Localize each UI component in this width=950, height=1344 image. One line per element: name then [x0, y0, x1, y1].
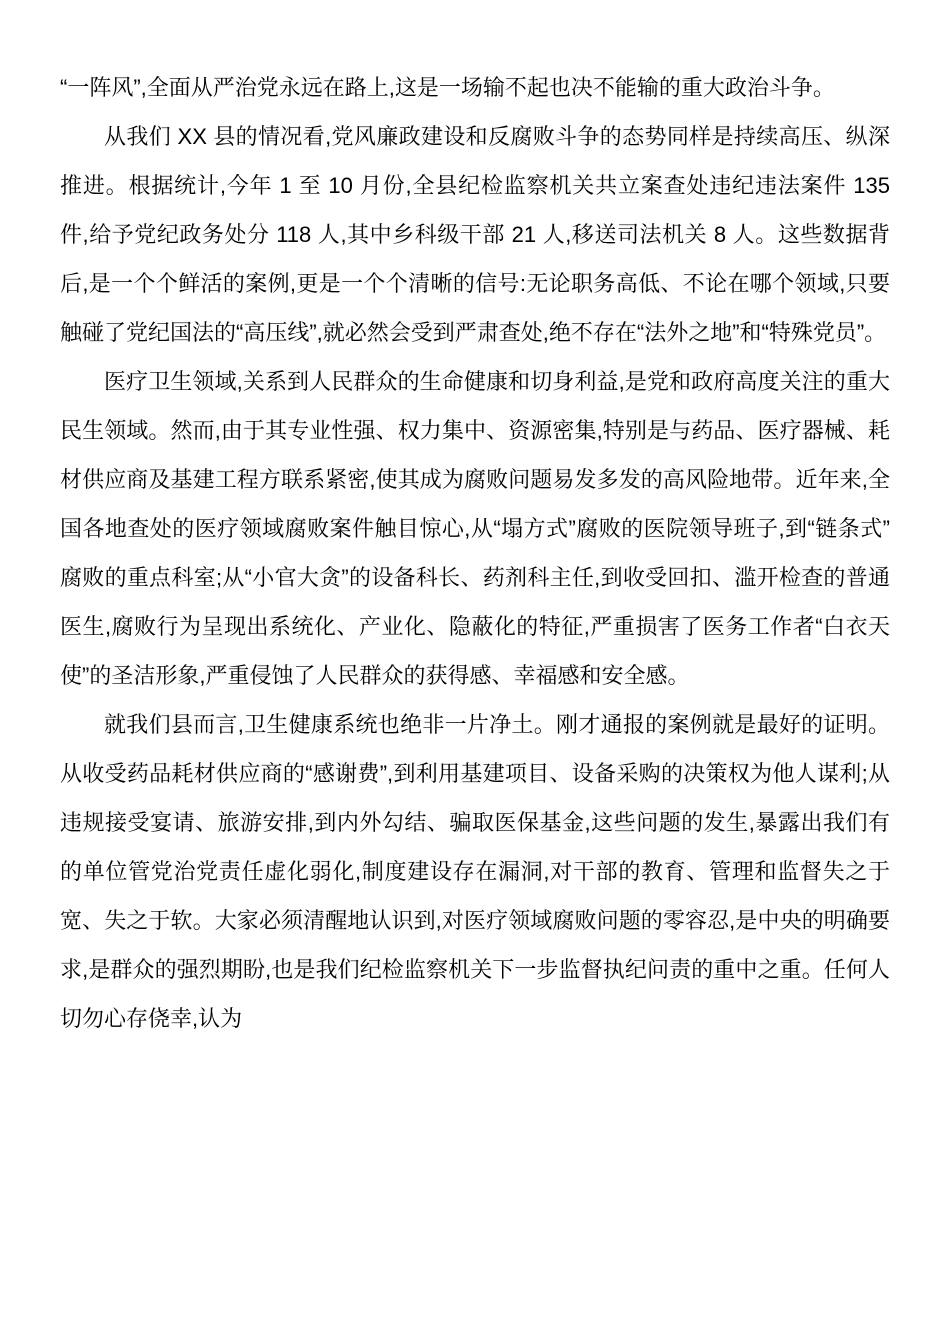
paragraph-county-statistics: 从我们 XX 县的情况看,党风廉政建设和反腐败斗争的态势同样是持续高压、纵深推进。根据统计,今年 1 至 10 月份,全县纪检监察机关共立案查处违纪违法案件 135 件,给予党纪政务处分 118 人,其中乡科级干部 21 人,移送司法机关 8 人。这些数据背后,是一个个鲜活的案例,更是一个个清晰的信号:无论职务高低、不论在哪个领域,只要触碰了党纪国法的“高压线”,就必然会受到严肃查处,绝不存在“法外之地”和“特殊党员”。	[60, 124, 890, 345]
paragraph-medical-field-corruption: 医疗卫生领域,关系到人民群众的生命健康和切身利益,是党和政府高度关注的重大民生领域。然而,由于其专业性强、权力集中、资源密集,特别是与药品、医疗器械、耗材供应商及基建工程方联系紧密,使其成为腐败问题易发多发的高风险地带。近年来,全国各地查处的医疗领域腐败案件触目惊心,从“塌方式”腐败的医院领导班子,到“链条式”腐败的重点科室;从“小官大贪”的设备科长、药剂科主任,到收受回扣、滥开检查的普通医生,腐败行为呈现出系统化、产业化、隐蔽化的特征,严重损害了医务工作者“白衣天使”的圣洁形象,严重侵蚀了人民群众的获得感、幸福感和安全感。	[60, 369, 890, 688]
document-text-body	[60, 63, 890, 1043]
paragraph-continuation: “一阵风”,全面从严治党永远在路上,这是一场输不起也决不能输的重大政治斗争。	[60, 75, 835, 100]
paragraph-county-health-system: 就我们县而言,卫生健康系统也绝非一片净土。刚才通报的案例就是最好的证明。从收受药品耗材供应商的“感谢费”,到利用基建项目、设备采购的决策权为他人谋利;从违规接受宴请、旅游安排,到内外勾结、骗取医保基金,这些问题的发生,暴露出我们有的单位管党治党责任虚化弱化,制度建设存在漏洞,对干部的教育、管理和监督失之于宽、失之于软。大家必须清醒地认识到,对医疗领域腐败问题的零容忍,是中央的明确要求,是群众的强烈期盼,也是我们纪检监察机关下一步监督执纪问责的重中之重。任何人切勿心存侥幸,认为	[60, 712, 890, 1031]
